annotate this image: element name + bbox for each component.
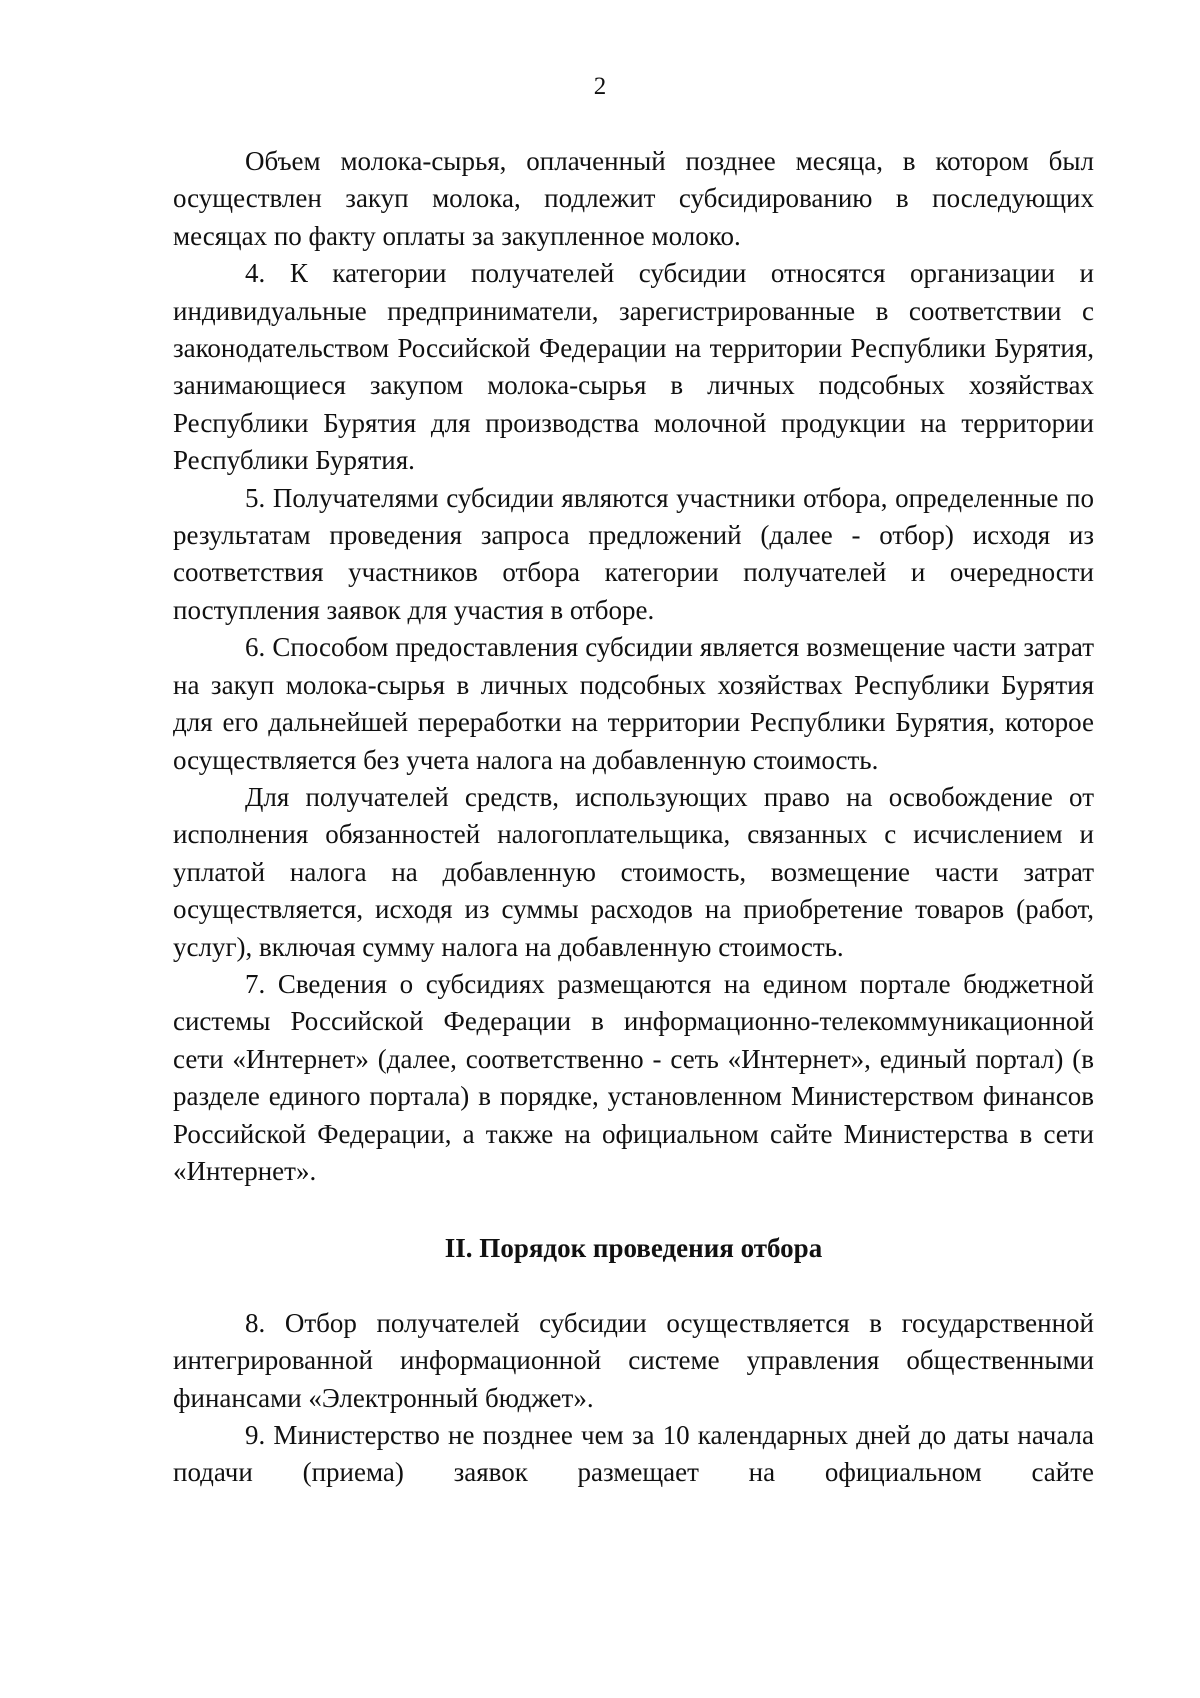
paragraph-6-subsidy-method: 6. Способом предоставления субсидии является возмещение части затрат на закуп молока-сырья в личных подсобных хозяйствах Республики Бурятия для его дальнейшей переработки на территории Республики Бурятия, которое осуществляется без учета налога на добавленную стоимость. — [173, 632, 1094, 775]
paragraph-4-recipient-category: 4. К категории получателей субсидии относятся организации и индивидуальные предприниматели, зарегистрированные в соответствии с законодательством Российской Федерации на территории Республики Бурятия, занимающиеся закупом молока-сырья в личных подсобных хозяйствах Республики Бурятия для производства молочной продукции на территории Республики Бурятия. — [173, 258, 1094, 476]
paragraph-milk-volume-payment: Объем молока-сырья, оплаченный позднее месяца, в котором был осуществлен закуп молока, подлежит субсидированию в последующих месяцах по факту оплаты за закупленное молоко. — [173, 146, 1094, 251]
page-number: 2 — [593, 73, 607, 100]
paragraph-9-ministry-notice: 9. Министерство не позднее чем за 10 календарных дней до даты начала подачи (приема) заявок размещает на официальном сайте — [173, 1420, 1094, 1488]
document-body — [173, 143, 1094, 1492]
paragraph-7-subsidy-information: 7. Сведения о субсидиях размещаются на едином портале бюджетной системы Российской Федерации в информационно-телекоммуникационной сети «Интернет» (далее, соответственно - сеть «Интернет», единый портал) (в разделе единого портала) в порядке, установленном Министерством финансов Российской Федерации, а также на официальном сайте Министерства в сети «Интернет». — [173, 968, 1094, 1186]
paragraph-vat-exemption: Для получателей средств, использующих право на освобождение от исполнения обязанностей налогоплательщика, связанных с исчислением и уплатой налога на добавленную стоимость, возмещение части затрат осуществляется, исходя из суммы расходов на приобретение товаров (работ, услуг), включая сумму налога на добавленную стоимость. — [173, 781, 1094, 962]
section-heading: II. Порядок проведения отбора — [444, 1233, 823, 1264]
paragraph-8-selection: 8. Отбор получателей субсидии осуществляется в государственной интегрированной информационной системе управления общественными финансами «Электронный бюджет». — [173, 1307, 1094, 1413]
paragraph-5-recipients: 5. Получателями субсидии являются участники отбора, определенные по результатам проведения запроса предложений (далее - отбор) исходя из соответствия участников отбора категории получателей и очередности поступления заявок для участия в отборе. — [173, 482, 1094, 625]
